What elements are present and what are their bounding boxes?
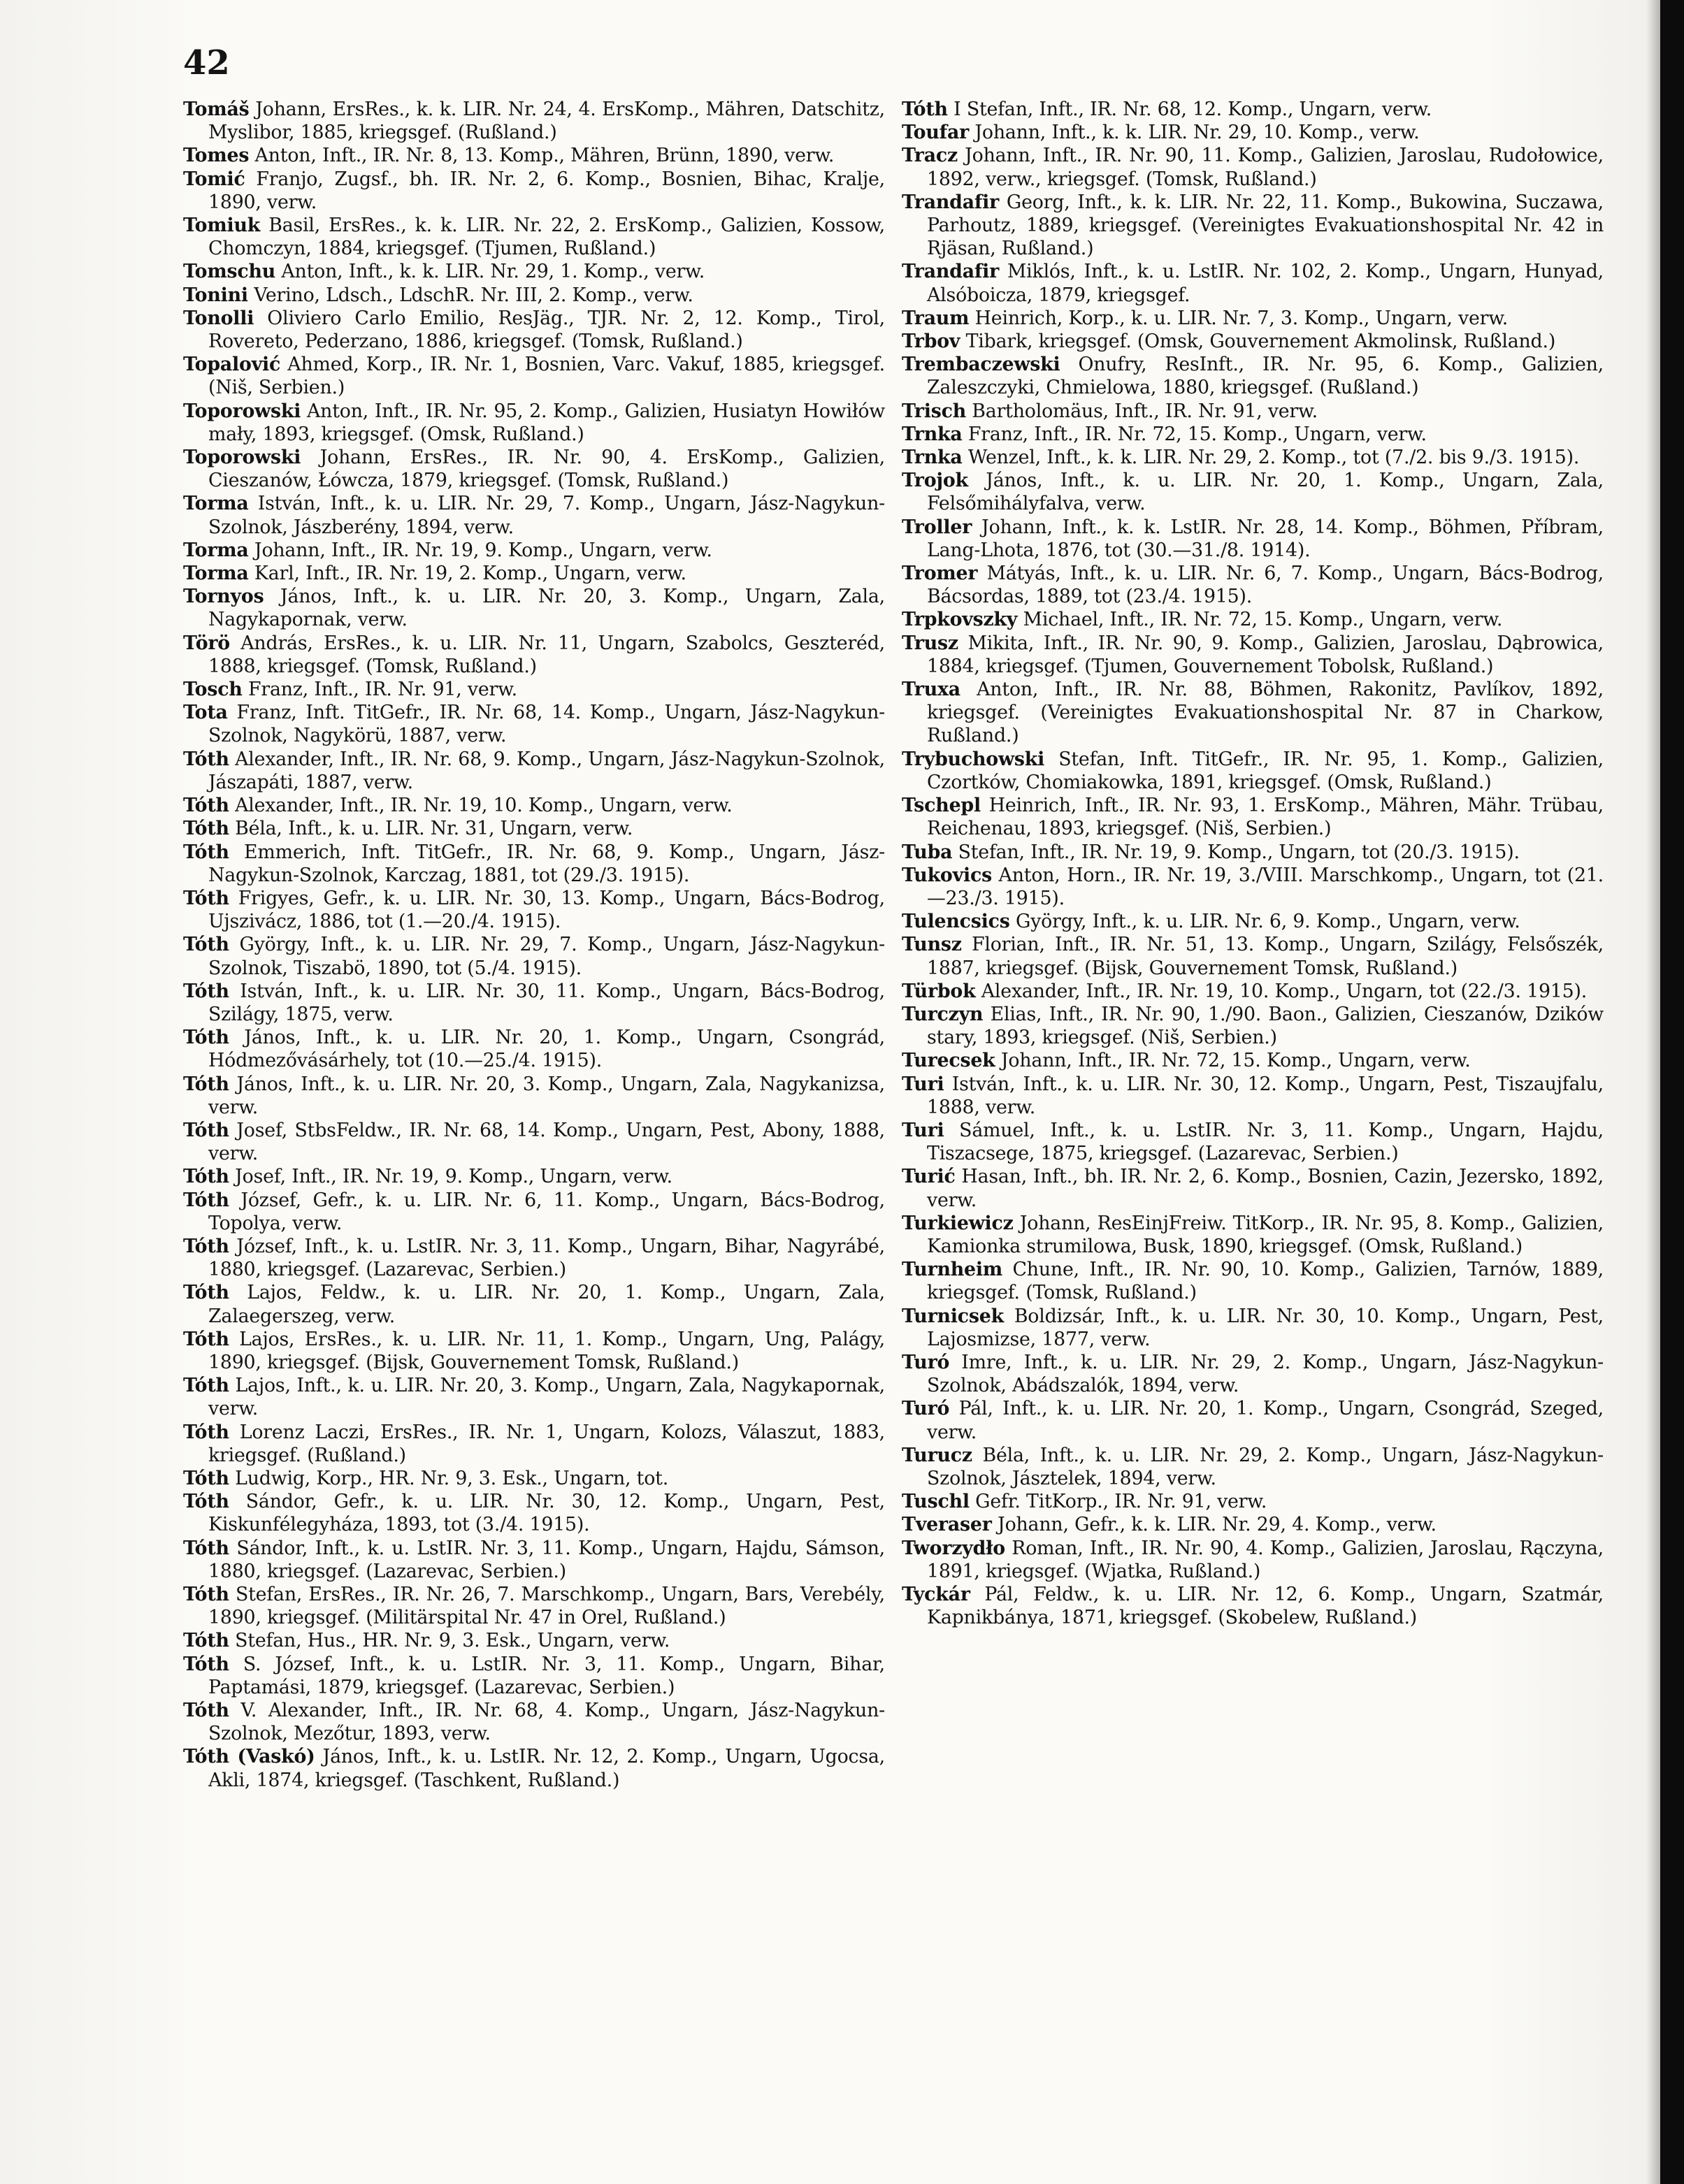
list-entry: [183, 144, 885, 167]
entry-surname: Tracz: [902, 145, 958, 167]
list-entry: [183, 1328, 885, 1374]
entry-surname: Trembaczewski: [902, 354, 1060, 376]
entry-surname: Traum: [902, 307, 970, 329]
list-entry: [183, 214, 885, 260]
list-entry: [183, 678, 885, 701]
entry-surname: Tóth: [183, 1073, 229, 1095]
list-entry: [183, 1235, 885, 1281]
list-entry: [902, 144, 1604, 190]
entry-surname: Trisch: [902, 400, 966, 422]
entry-details: Johann, Inft., k. k. LIR. Nr. 29, 10. Komp., verw.: [969, 122, 1420, 144]
entry-details: Oliviero Carlo Emilio, ResJäg., TJR. Nr. 2, 12. Komp., Tirol, Rovereto, Pederzano, 1886, kriegsgef. (Tomsk, Rußland.): [208, 307, 885, 353]
entry-surname: Tomić: [183, 168, 245, 190]
list-entry: [902, 933, 1604, 979]
list-entry: [902, 307, 1604, 330]
list-entry: [902, 1212, 1604, 1258]
entry-details: Alexander, Inft., IR. Nr. 19, 10. Komp., Ungarn, verw.: [229, 795, 733, 817]
list-entry: [183, 1421, 885, 1467]
entry-surname: Topalović: [183, 354, 281, 376]
list-entry: [902, 330, 1604, 353]
list-entry: [902, 632, 1604, 678]
entry-surname: Tóth: [902, 99, 948, 120]
list-entry: [183, 933, 885, 979]
entry-details: Heinrich, Korp., k. u. LIR. Nr. 7, 3. Komp., Ungarn, verw.: [969, 307, 1509, 329]
entry-surname: Turecsek: [902, 1050, 995, 1072]
entry-details: Alexander, Inft., IR. Nr. 19, 10. Komp., Ungarn, tot (22./3. 1915).: [975, 980, 1588, 1002]
entry-details: Mátyás, Inft., k. u. LIR. Nr. 6, 7. Komp., Ungarn, Bács-Bodrog, Bácsordas, 1889, tot (23./4. 1915).: [927, 563, 1604, 608]
entry-surname: Trusz: [902, 632, 958, 654]
entry-details: Elias, Inft., IR. Nr. 90, 1./90. Baon., Galizien, Cieszanów, Dzików stary, 1893, kriegsgef. (Niš, Serbien.): [927, 1003, 1604, 1049]
list-entry: [902, 1583, 1604, 1629]
entry-details: Onufry, ResInft., IR. Nr. 95, 6. Komp., Galizien, Zaleszczyki, Chmielowa, 1880, kriegsgef. (Rußland.): [927, 354, 1604, 399]
entry-surname: Toporowski: [183, 400, 301, 422]
entry-details: Anton, Inft., IR. Nr. 88, Böhmen, Rakonitz, Pavlíkov, 1892, kriegsgef. (Vereinigtes Evakuationshospital Nr. 87 in Charkow, Rußland.): [927, 679, 1604, 747]
entry-surname: Tyckár: [902, 1584, 970, 1605]
list-entry: [183, 1073, 885, 1119]
entry-details: Franz, Inft., IR. Nr. 72, 15. Komp., Ungarn, verw.: [962, 423, 1427, 445]
list-entry: [902, 1513, 1604, 1536]
entry-surname: Tworzydło: [902, 1537, 1005, 1559]
entry-details: Imre, Inft., k. u. LIR. Nr. 29, 2. Komp., Ungarn, Jász-Nagykun-Szolnok, Abádszalók, 1894, verw.: [927, 1351, 1604, 1397]
entry-details: Josef, StbsFeldw., IR. Nr. 68, 14. Komp., Ungarn, Pest, Abony, 1888, verw.: [208, 1119, 885, 1165]
entry-details: Ahmed, Korp., IR. Nr. 1, Bosnien, Varc. Vakuf, 1885, kriegsgef. (Niš, Serbien.): [208, 354, 885, 399]
entry-surname: Tukovics: [902, 864, 992, 886]
list-entry: [902, 446, 1604, 469]
entry-details: Hasan, Inft., bh. IR. Nr. 2, 6. Komp., Bosnien, Cazin, Jezersko, 1892, verw.: [927, 1166, 1604, 1211]
entry-surname: Tóth: [183, 1235, 229, 1257]
entry-surname: Turó: [902, 1351, 950, 1373]
list-entry: [183, 841, 885, 887]
entry-surname: Trojok: [902, 470, 968, 492]
entry-surname: Turczyn: [902, 1003, 984, 1025]
entry-surname: Turnicsek: [902, 1305, 1004, 1327]
list-entry: [902, 98, 1604, 121]
entry-surname: Tunsz: [902, 934, 962, 956]
entry-surname: Tóth: [183, 1630, 229, 1652]
entry-details: V. Alexander, Inft., IR. Nr. 68, 4. Komp., Ungarn, Jász-Nagykun-Szolnok, Mezőtur, 1893, verw.: [208, 1700, 885, 1745]
entry-surname: Trybuchowski: [902, 748, 1045, 770]
entry-details: Anton, Horn., IR. Nr. 19, 3./VIII. Marschkomp., Ungarn, tot (21.—23./3. 1915).: [927, 864, 1604, 909]
entry-surname: Torma: [183, 563, 249, 585]
entry-surname: Tomáš: [183, 99, 250, 120]
list-entry: [183, 446, 885, 492]
entry-surname: Trnka: [902, 423, 963, 445]
list-entry: [183, 1699, 885, 1745]
entry-surname: Tóth: [183, 818, 229, 840]
entry-details: Michael, Inft., IR. Nr. 72, 15. Komp., Ungarn, verw.: [1017, 609, 1503, 631]
list-entry: [183, 1026, 885, 1072]
entry-surname: Tóth: [183, 934, 229, 956]
entry-surname: Truxa: [902, 679, 960, 701]
list-entry: [183, 539, 885, 562]
entry-surname: Toporowski: [183, 447, 301, 469]
entry-surname: Tóth: [183, 1166, 229, 1188]
entry-surname: Tóth: [183, 1491, 229, 1513]
list-entry: [183, 632, 885, 678]
scan-border: [1660, 0, 1684, 2184]
entry-details: Lorenz Laczi, ErsRes., IR. Nr. 1, Ungarn, Kolozs, Válaszut, 1883, kriegsgef. (Rußland.): [208, 1421, 885, 1466]
list-entry: [902, 608, 1604, 631]
entry-surname: Tromer: [902, 563, 978, 585]
entry-details: Pál, Feldw., k. u. LIR. Nr. 12, 6. Komp., Ungarn, Szatmár, Kapnikbánya, 1871, kriegsgef. (Skobelew, Rußland.): [927, 1584, 1604, 1629]
entry-details: Stefan, Hus., HR. Nr. 9, 3. Esk., Ungarn, verw.: [229, 1630, 670, 1652]
list-entry: [902, 1049, 1604, 1072]
entry-surname: Tóth: [183, 841, 229, 863]
entry-details: János, Inft., k. u. LIR. Nr. 20, 1. Komp., Ungarn, Csongrád, Hódmezővásárhely, tot (10.—25./4. 1915).: [208, 1027, 885, 1072]
entry-details: Johann, Inft., IR. Nr. 19, 9. Komp., Ungarn, verw.: [248, 539, 712, 561]
list-entry: [183, 168, 885, 214]
entry-details: Lajos, Feldw., k. u. LIR. Nr. 20, 1. Komp., Ungarn, Zala, Zalaegerszeg, verw.: [208, 1282, 885, 1327]
list-entry: [902, 1351, 1604, 1397]
list-entry: [902, 1444, 1604, 1490]
list-entry: [183, 400, 885, 446]
list-entry: [183, 980, 885, 1026]
list-entry: [902, 1490, 1604, 1513]
entry-surname: Tonini: [183, 284, 248, 306]
list-entry: [183, 1537, 885, 1583]
entry-details: János, Inft., k. u. LIR. Nr. 20, 3. Komp., Ungarn, Zala, Nagykanizsa, verw.: [208, 1073, 885, 1118]
entry-details: Josef, Inft., IR. Nr. 19, 9. Komp., Ungarn, verw.: [229, 1166, 672, 1188]
list-entry: [183, 1629, 885, 1652]
list-entry: [183, 887, 885, 933]
list-entry: [902, 864, 1604, 910]
entry-surname: Turić: [902, 1166, 956, 1188]
entry-surname: Torma: [183, 539, 249, 561]
list-entry: [902, 841, 1604, 864]
list-entry: [183, 307, 885, 353]
entry-surname: Tóth: [183, 1653, 229, 1675]
entry-details: Sándor, Gefr., k. u. LIR. Nr. 30, 12. Komp., Ungarn, Pest, Kiskunfélegyháza, 1893, tot (3./4. 1915).: [208, 1491, 885, 1536]
entry-details: Lajos, Inft., k. u. LIR. Nr. 20, 3. Komp., Ungarn, Zala, Nagykapornak, verw.: [208, 1375, 885, 1420]
entry-details: Stefan, Inft., IR. Nr. 19, 9. Komp., Ungarn, tot (20./3. 1915).: [952, 841, 1520, 863]
entry-details: György, Inft., k. u. LIR. Nr. 6, 9. Komp., Ungarn, verw.: [1009, 911, 1520, 933]
left-column: [183, 98, 885, 1792]
list-entry: [183, 748, 885, 794]
list-entry: [902, 1119, 1604, 1165]
list-entry: [902, 910, 1604, 933]
entry-details: Ludwig, Korp., HR. Nr. 9, 3. Esk., Ungarn, tot.: [229, 1467, 669, 1489]
list-entry: [183, 1374, 885, 1420]
list-entry: [902, 121, 1604, 144]
entry-surname: Trpkovszky: [902, 609, 1018, 631]
list-entry: [902, 400, 1604, 423]
entry-surname: Tóth: [183, 1282, 229, 1304]
entry-surname: Tóth: [183, 748, 229, 770]
entry-surname: Törö: [183, 632, 230, 654]
entry-surname: Tóth: [183, 1027, 229, 1049]
entry-details: István, Inft., k. u. LIR. Nr. 29, 7. Komp., Ungarn, Jász-Nagykun-Szolnok, Jászberény, 1894, verw.: [208, 493, 885, 538]
entry-details: Johann, ErsRes., IR. Nr. 90, 4. ErsKomp., Galizien, Cieszanów, Łówcza, 1879, kriegsgef. (Tomsk, Rußland.): [208, 447, 885, 492]
entry-details: Bartholomäus, Inft., IR. Nr. 91, verw.: [965, 400, 1318, 422]
entry-details: József, Gefr., k. u. LIR. Nr. 6, 11. Komp., Ungarn, Bács-Bodrog, Topolya, verw.: [208, 1189, 885, 1234]
list-entry: [183, 701, 885, 747]
entry-details: Franz, Inft. TitGefr., IR. Nr. 68, 14. Komp., Ungarn, Jász-Nagykun-Szolnok, Nagykörü, 1887, verw.: [208, 702, 885, 747]
entry-surname: Tóth: [183, 1189, 229, 1211]
entry-details: Karl, Inft., IR. Nr. 19, 2. Komp., Ungarn, verw.: [248, 563, 686, 585]
entry-details: Johann, ResEinjFreiw. TitKorp., IR. Nr. 95, 8. Komp., Galizien, Kamionka strumilowa, Busk, 1890, kriegsgef. (Omsk, Rußland.): [927, 1212, 1604, 1257]
entry-details: János, Inft., k. u. LstIR. Nr. 12, 2. Komp., Ungarn, Ugocsa, Akli, 1874, kriegsgef. (Taschkent, Rußland.): [208, 1746, 885, 1791]
list-entry: [902, 678, 1604, 748]
entry-surname: Tschepl: [902, 795, 981, 817]
entry-details: József, Inft., k. u. LstIR. Nr. 3, 11. Komp., Ungarn, Bihar, Nagyrábé, 1880, kriegsgef. (Lazarevac, Serbien.): [208, 1235, 885, 1281]
entry-surname: Tomiuk: [183, 215, 261, 237]
entry-details: Stefan, ErsRes., IR. Nr. 26, 7. Marschkomp., Ungarn, Bars, Verebély, 1890, kriegsgef. (Militärspital Nr. 47 in Orel, Rußland.): [208, 1584, 885, 1629]
entry-surname: Toufar: [902, 122, 970, 144]
entry-details: Emmerich, Inft. TitGefr., IR. Nr. 68, 9. Komp., Ungarn, Jász-Nagykun-Szolnok, Karczag, 1881, tot (29./3. 1915).: [208, 841, 885, 886]
entry-surname: Tuschl: [902, 1491, 970, 1513]
list-entry: [183, 1165, 885, 1188]
entry-surname: Tomes: [183, 145, 250, 167]
entry-details: Gefr. TitKorp., IR. Nr. 91, verw.: [969, 1491, 1267, 1513]
entry-details: Anton, Inft., k. k. LIR. Nr. 29, 1. Komp., verw.: [275, 261, 705, 283]
page-number: 42: [183, 43, 230, 82]
list-entry: [183, 492, 885, 538]
entry-surname: Tulencsics: [902, 911, 1010, 933]
entry-details: Boldizsár, Inft., k. u. LIR. Nr. 30, 10. Komp., Ungarn, Pest, Lajosmizse, 1877, verw.: [927, 1305, 1604, 1350]
entry-surname: Tosch: [183, 679, 243, 701]
list-entry: [183, 1583, 885, 1629]
list-entry: [183, 284, 885, 307]
list-entry: [902, 748, 1604, 794]
entry-surname: Turucz: [902, 1444, 972, 1466]
entry-details: Florian, Inft., IR. Nr. 51, 13. Komp., Ungarn, Szilágy, Felsőszék, 1887, kriegsgef. (Bijsk, Gouvernement Tomsk, Rußland.): [927, 934, 1604, 979]
entry-details: Johann, ErsRes., k. k. LIR. Nr. 24, 4. ErsKomp., Mähren, Datschitz, Myslibor, 1885, kriegsgef. (Rußland.): [208, 99, 885, 144]
entry-surname: Tóth: [183, 1328, 229, 1350]
entry-surname: Torma: [183, 493, 249, 515]
list-entry: [902, 191, 1604, 261]
entry-surname: Troller: [902, 516, 972, 538]
entry-details: Béla, Inft., k. u. LIR. Nr. 29, 2. Komp., Ungarn, Jász-Nagykun-Szolnok, Jásztelek, 1894, verw.: [927, 1444, 1604, 1489]
list-entry: [902, 469, 1604, 515]
list-entry: [902, 562, 1604, 608]
entry-surname: Tóth: [183, 1119, 229, 1141]
entry-surname: Turi: [902, 1119, 944, 1141]
list-entry: [902, 1073, 1604, 1119]
entry-surname: Trnka: [902, 447, 963, 469]
list-entry: [183, 1467, 885, 1490]
list-entry: [902, 260, 1604, 306]
entry-details: Béla, Inft., k. u. LIR. Nr. 31, Ungarn, verw.: [229, 818, 633, 840]
entry-surname: Tonolli: [183, 307, 254, 329]
list-entry: [183, 1281, 885, 1327]
entry-surname: Tóth: [183, 1467, 229, 1489]
entry-surname: Turi: [902, 1073, 944, 1095]
entry-details: Tibark, kriegsgef. (Omsk, Gouvernement Akmolinsk, Rußland.): [960, 331, 1556, 353]
entry-surname: Turnheim: [902, 1259, 1003, 1281]
entry-details: Johann, Inft., k. k. LstIR. Nr. 28, 14. Komp., Böhmen, Příbram, Lang-Lhota, 1876, tot (30.—31./8. 1914).: [927, 516, 1604, 561]
entry-surname: Tóth: [183, 1421, 229, 1443]
list-entry: [183, 1119, 885, 1165]
entry-details: Anton, Inft., IR. Nr. 95, 2. Komp., Galizien, Husiatyn Howiłów mały, 1893, kriegsgef. (Omsk, Rußland.): [208, 400, 885, 445]
list-entry: [902, 1537, 1604, 1583]
entry-surname: Tornyos: [183, 586, 264, 608]
entry-details: István, Inft., k. u. LIR. Nr. 30, 11. Komp., Ungarn, Bács-Bodrog, Szilágy, 1875, verw.: [208, 980, 885, 1025]
entry-details: Chune, Inft., IR. Nr. 90, 10. Komp., Galizien, Tarnów, 1889, kriegsgef. (Tomsk, Rußland.): [927, 1259, 1604, 1304]
page-edge-shadow: [1646, 0, 1660, 2184]
list-entry: [183, 562, 885, 585]
entry-details: Anton, Inft., IR. Nr. 8, 13. Komp., Mähren, Brünn, 1890, verw.: [249, 145, 835, 167]
list-entry: [183, 794, 885, 817]
list-entry: [183, 817, 885, 840]
entry-details: S. József, Inft., k. u. LstIR. Nr. 3, 11. Komp., Ungarn, Bihar, Paptamási, 1879, kriegsgef. (Lazarevac, Serbien.): [208, 1653, 885, 1698]
entry-details: Roman, Inft., IR. Nr. 90, 4. Komp., Galizien, Jaroslau, Rączyna, 1891, kriegsgef. (Wjatka, Rußland.): [927, 1537, 1604, 1582]
entry-details: Pál, Inft., k. u. LIR. Nr. 20, 1. Komp., Ungarn, Csongrád, Szeged, verw.: [927, 1398, 1604, 1443]
entry-details: Miklós, Inft., k. u. LstIR. Nr. 102, 2. Komp., Ungarn, Hunyad, Alsóboicza, 1879, kriegsgef.: [927, 261, 1604, 306]
entry-details: Georg, Inft., k. k. LIR. Nr. 22, 11. Komp., Bukowina, Suczawa, Parhoutz, 1889, kriegsgef. (Vereinigtes Evakuationshospital Nr. 42 in Rjäsan, Rußland.): [927, 191, 1604, 260]
entry-surname: Tóth: [183, 1537, 229, 1559]
entry-details: György, Inft., k. u. LIR. Nr. 29, 7. Komp., Ungarn, Jász-Nagykun-Szolnok, Tiszabö, 1890, tot (5./4. 1915).: [208, 934, 885, 979]
entry-surname: Tóth: [183, 1700, 229, 1722]
list-entry: [902, 980, 1604, 1003]
list-entry: [902, 353, 1604, 399]
entry-surname: Türbok: [902, 980, 976, 1002]
entry-surname: Trbov: [902, 331, 960, 353]
entry-surname: Tomschu: [183, 261, 276, 283]
list-entry: [902, 1305, 1604, 1351]
entry-details: Johann, Inft., IR. Nr. 90, 11. Komp., Galizien, Jaroslau, Rudołowice, 1892, verw., kriegsgef. (Tomsk, Rußland.): [927, 145, 1604, 190]
list-entry: [902, 1397, 1604, 1443]
entry-details: Franz, Inft., IR. Nr. 91, verw.: [242, 679, 517, 701]
list-entry: [183, 260, 885, 283]
list-entry: [183, 1653, 885, 1699]
entry-details: Heinrich, Inft., IR. Nr. 93, 1. ErsKomp., Mähren, Mähr. Trübau, Reichenau, 1893, kriegsgef. (Niš, Serbien.): [927, 795, 1604, 840]
entry-details: Stefan, Inft. TitGefr., IR. Nr. 95, 1. Komp., Galizien, Czortków, Chomiakowka, 1891, kriegsgef. (Omsk, Rußland.): [927, 748, 1604, 793]
list-entry: [902, 423, 1604, 446]
entry-surname: Tóth (Vaskó): [183, 1746, 315, 1768]
entry-details: Franjo, Zugsf., bh. IR. Nr. 2, 6. Komp., Bosnien, Bihac, Kralje, 1890, verw.: [208, 168, 885, 213]
entry-details: Johann, Inft., IR. Nr. 72, 15. Komp., Ungarn, verw.: [995, 1050, 1471, 1072]
entry-details: I Stefan, Inft., IR. Nr. 68, 12. Komp., Ungarn, verw.: [947, 99, 1432, 120]
entry-surname: Tóth: [183, 887, 229, 909]
entry-surname: Trandafir: [902, 191, 1000, 213]
list-entry: [183, 1490, 885, 1536]
entry-surname: Trandafir: [902, 261, 1000, 283]
entry-details: Sámuel, Inft., k. u. LstIR. Nr. 3, 11. Komp., Ungarn, Hajdu, Tiszacsege, 1875, kriegsgef. (Lazarevac, Serbien.): [927, 1119, 1604, 1165]
entry-surname: Tóth: [183, 980, 229, 1002]
entry-details: András, ErsRes., k. u. LIR. Nr. 11, Ungarn, Szabolcs, Geszteréd, 1888, kriegsgef. (Tomsk, Rußland.): [208, 632, 885, 677]
list-entry: [902, 1003, 1604, 1049]
entry-surname: Tota: [183, 702, 228, 724]
list-entry: [183, 98, 885, 144]
right-column: [902, 98, 1604, 1629]
entry-surname: Tóth: [183, 1375, 229, 1397]
entry-details: Sándor, Inft., k. u. LstIR. Nr. 3, 11. Komp., Ungarn, Hajdu, Sámson, 1880, kriegsgef. (Lazarevac, Serbien.): [208, 1537, 885, 1582]
entry-details: Johann, Gefr., k. k. LIR. Nr. 29, 4. Komp., verw.: [991, 1514, 1437, 1536]
entry-details: János, Inft., k. u. LIR. Nr. 20, 3. Komp., Ungarn, Zala, Nagykapornak, verw.: [208, 586, 885, 631]
entry-surname: Turó: [902, 1398, 950, 1420]
list-entry: [902, 516, 1604, 562]
entry-surname: Tuba: [902, 841, 953, 863]
list-entry: [183, 353, 885, 399]
entry-surname: Tóth: [183, 795, 229, 817]
entry-details: Verino, Ldsch., LdschR. Nr. III, 2. Komp., verw.: [247, 284, 693, 306]
entry-details: Lajos, ErsRes., k. u. LIR. Nr. 11, 1. Komp., Ungarn, Ung, Palágy, 1890, kriegsgef. (Bijsk, Gouvernement Tomsk, Rußland.): [208, 1328, 885, 1373]
list-entry: [183, 1745, 885, 1791]
list-entry: [183, 1189, 885, 1235]
entry-surname: Tóth: [183, 1584, 229, 1605]
entry-surname: Turkiewicz: [902, 1212, 1014, 1234]
list-entry: [902, 1165, 1604, 1211]
list-entry: [183, 585, 885, 631]
entry-details: János, Inft., k. u. LIR. Nr. 20, 1. Komp., Ungarn, Zala, Felsőmihályfalva, verw.: [927, 470, 1604, 515]
entry-details: Alexander, Inft., IR. Nr. 68, 9. Komp., Ungarn, Jász-Nagykun-Szolnok, Jászapáti, 1887, verw.: [208, 748, 885, 793]
entry-details: Mikita, Inft., IR. Nr. 90, 9. Komp., Galizien, Jaroslau, Dąbrowica, 1884, kriegsgef. (Tjumen, Gouvernement Tobolsk, Rußland.): [927, 632, 1604, 677]
entry-details: István, Inft., k. u. LIR. Nr. 30, 12. Komp., Ungarn, Pest, Tiszaujfalu, 1888, verw.: [927, 1073, 1604, 1118]
list-entry: [902, 794, 1604, 840]
entry-details: Basil, ErsRes., k. k. LIR. Nr. 22, 2. ErsKomp., Galizien, Kossow, Chomczyn, 1884, kriegsgef. (Tjumen, Rußland.): [208, 215, 885, 260]
entry-details: Wenzel, Inft., k. k. LIR. Nr. 29, 2. Komp., tot (7./2. bis 9./3. 1915).: [962, 447, 1580, 469]
entry-details: Frigyes, Gefr., k. u. LIR. Nr. 30, 13. Komp., Ungarn, Bács-Bodrog, Ujszivácz, 1886, tot (1.—20./4. 1915).: [208, 887, 885, 933]
list-entry: [902, 1258, 1604, 1304]
entry-surname: Tveraser: [902, 1514, 992, 1536]
